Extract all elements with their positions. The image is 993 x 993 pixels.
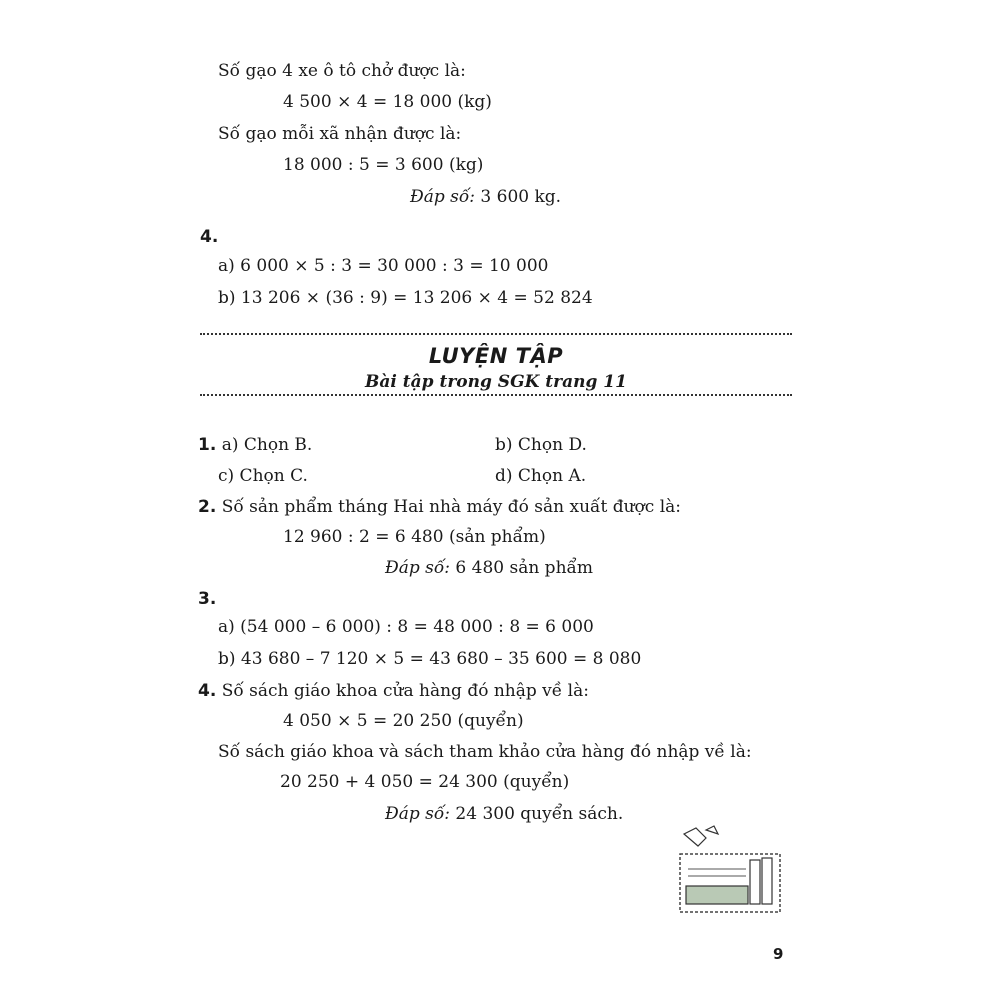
dotted-divider <box>200 394 792 396</box>
answer-value: 3 600 kg. <box>475 187 562 207</box>
section-subtitle: Bài tập trong SGK trang 11 <box>365 372 627 392</box>
exercise-1-row-1 <box>198 434 312 456</box>
page-number: 9 <box>773 945 784 963</box>
text-line: Số sản phẩm tháng Hai nhà máy đó sản xuất được là: <box>221 497 682 517</box>
exercise-number: 3. <box>198 589 217 609</box>
calc-line: 4 050 × 5 = 20 250 (quyển) <box>283 711 524 731</box>
answer-line <box>385 557 593 579</box>
choice-a: a) Chọn B. <box>221 435 313 455</box>
calc-line: 20 250 + 4 050 = 24 300 (quyển) <box>280 772 570 792</box>
calc-line: a) (54 000 – 6 000) : 8 = 48 000 : 8 = 6 000 <box>218 617 594 637</box>
exercise-2-line-1 <box>198 496 681 518</box>
answer-label: Đáp số: <box>385 804 450 824</box>
calc-line: 18 000 : 5 = 3 600 (kg) <box>283 155 484 175</box>
answer-label: Đáp số: <box>385 558 450 578</box>
exercise-number: 1. <box>198 435 217 455</box>
calc-line: 12 960 : 2 = 6 480 (sản phẩm) <box>283 527 546 547</box>
dotted-divider <box>200 333 792 335</box>
answer-line <box>410 186 561 208</box>
calc-line: b) 13 206 × (36 : 9) = 13 206 × 4 = 52 824 <box>218 288 593 308</box>
calc-line: b) 43 680 – 7 120 × 5 = 43 680 – 35 600 = 8 080 <box>218 649 642 669</box>
text-line: Số gạo 4 xe ô tô chở được là: <box>218 61 466 81</box>
calc-line: a) 6 000 × 5 : 3 = 30 000 : 3 = 10 000 <box>218 256 549 276</box>
section-title: LUYỆN TẬP <box>428 344 564 368</box>
exercise-number: 4. <box>198 681 217 701</box>
exercise-number: 2. <box>198 497 217 517</box>
answer-value: 6 480 sản phẩm <box>450 558 594 578</box>
answer-value: 24 300 quyển sách. <box>450 804 624 824</box>
calc-line: 4 500 × 4 = 18 000 (kg) <box>283 92 492 112</box>
text-line: Số gạo mỗi xã nhận được là: <box>218 124 462 144</box>
text-line: Số sách giáo khoa và sách tham khảo cửa hàng đó nhập về là: <box>218 742 752 762</box>
answer-label: Đáp số: <box>410 187 475 207</box>
exercise-number: 4. <box>200 227 219 247</box>
answer-line <box>385 803 623 825</box>
exercise-4-line-1 <box>198 680 589 702</box>
books-illustration-icon <box>676 824 786 914</box>
choice-d: d) Chọn A. <box>495 466 587 486</box>
choice-c: c) Chọn C. <box>218 466 308 486</box>
choice-b: b) Chọn D. <box>495 435 587 455</box>
text-line: Số sách giáo khoa cửa hàng đó nhập về là: <box>221 681 589 701</box>
